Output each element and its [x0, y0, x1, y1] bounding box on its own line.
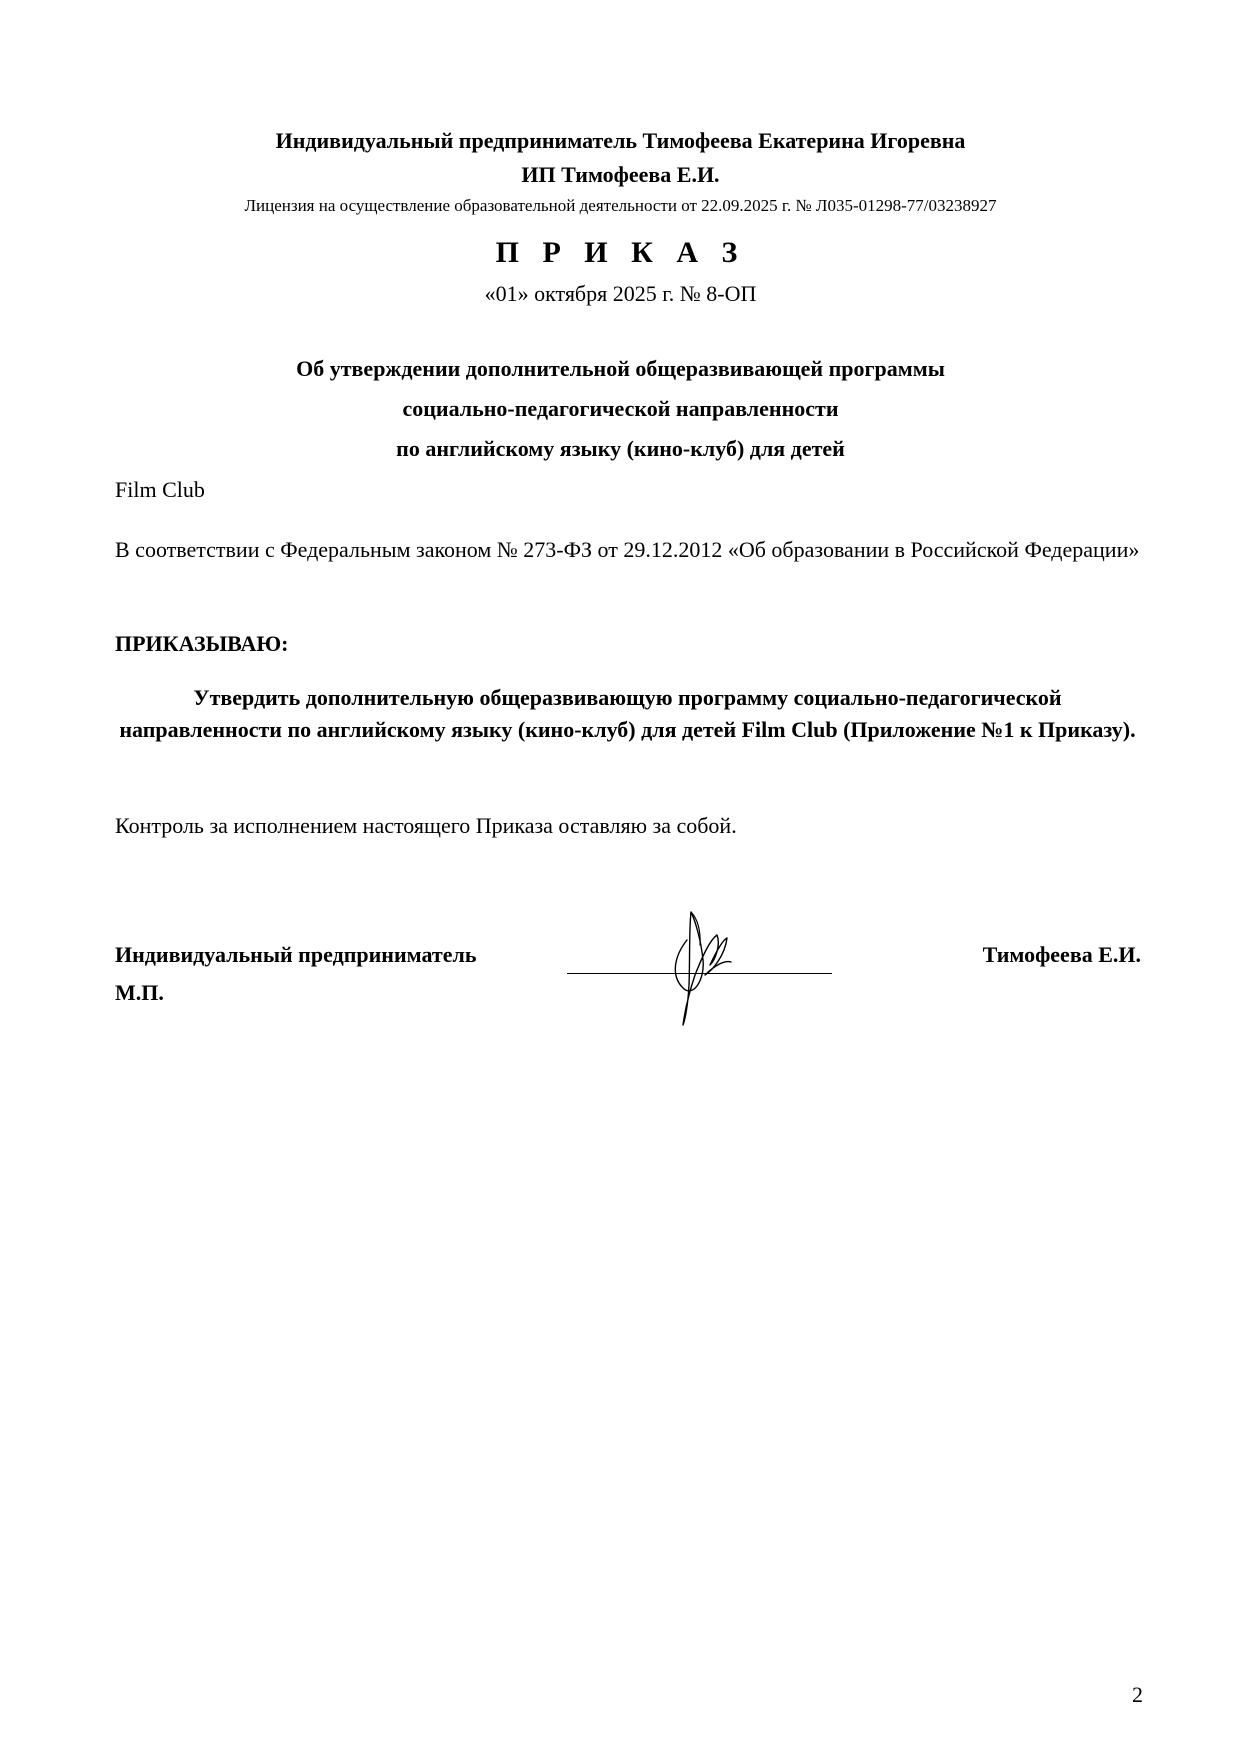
legal-basis-paragraph: В соответствии с Федеральным законом № 273-ФЗ от 29.12.2012 «Об образовании в Российской Федерации» [115, 537, 1140, 562]
signatory-position: Индивидуальный предприниматель [115, 942, 477, 967]
program-name: Film Club [115, 477, 205, 502]
subject-line-3: по английскому языку (кино-клуб) для детей [396, 436, 845, 461]
license-line: Лицензия на осуществление образовательной деятельности от 22.09.2025 г. № Л035-01298-77/03238927 [244, 196, 997, 215]
signer-name: Тимофеева Е.И. [982, 942, 1141, 967]
organization-name: Индивидуальный предприниматель Тимофеева Екатерина Игоревна [275, 128, 966, 153]
subject-line-1: Об утверждении дополнительной общеразвивающей программы [296, 356, 945, 381]
resolution-paragraph: Утвердить дополнительную общеразвивающую программу социально-педагогической направленности по английскому языку (кино-клуб) для детей Film Club (Приложение №1 к Приказу). [119, 685, 1136, 742]
page-number: 2 [1132, 1682, 1143, 1707]
order-date-number: «01» октября 2025 г. № 8-ОП [484, 281, 757, 306]
order-verb: ПРИКАЗЫВАЮ: [115, 631, 289, 656]
stamp-mark: М.П. [115, 980, 164, 1005]
handwritten-signature [655, 900, 755, 1030]
control-paragraph: Контроль за исполнением настоящего Приказа оставляю за собой. [115, 813, 737, 838]
subject-line-2: социально-педагогической направленности [402, 396, 839, 421]
order-title: П Р И К А З [495, 236, 746, 269]
organization-short-name: ИП Тимофеева Е.И. [521, 162, 720, 187]
